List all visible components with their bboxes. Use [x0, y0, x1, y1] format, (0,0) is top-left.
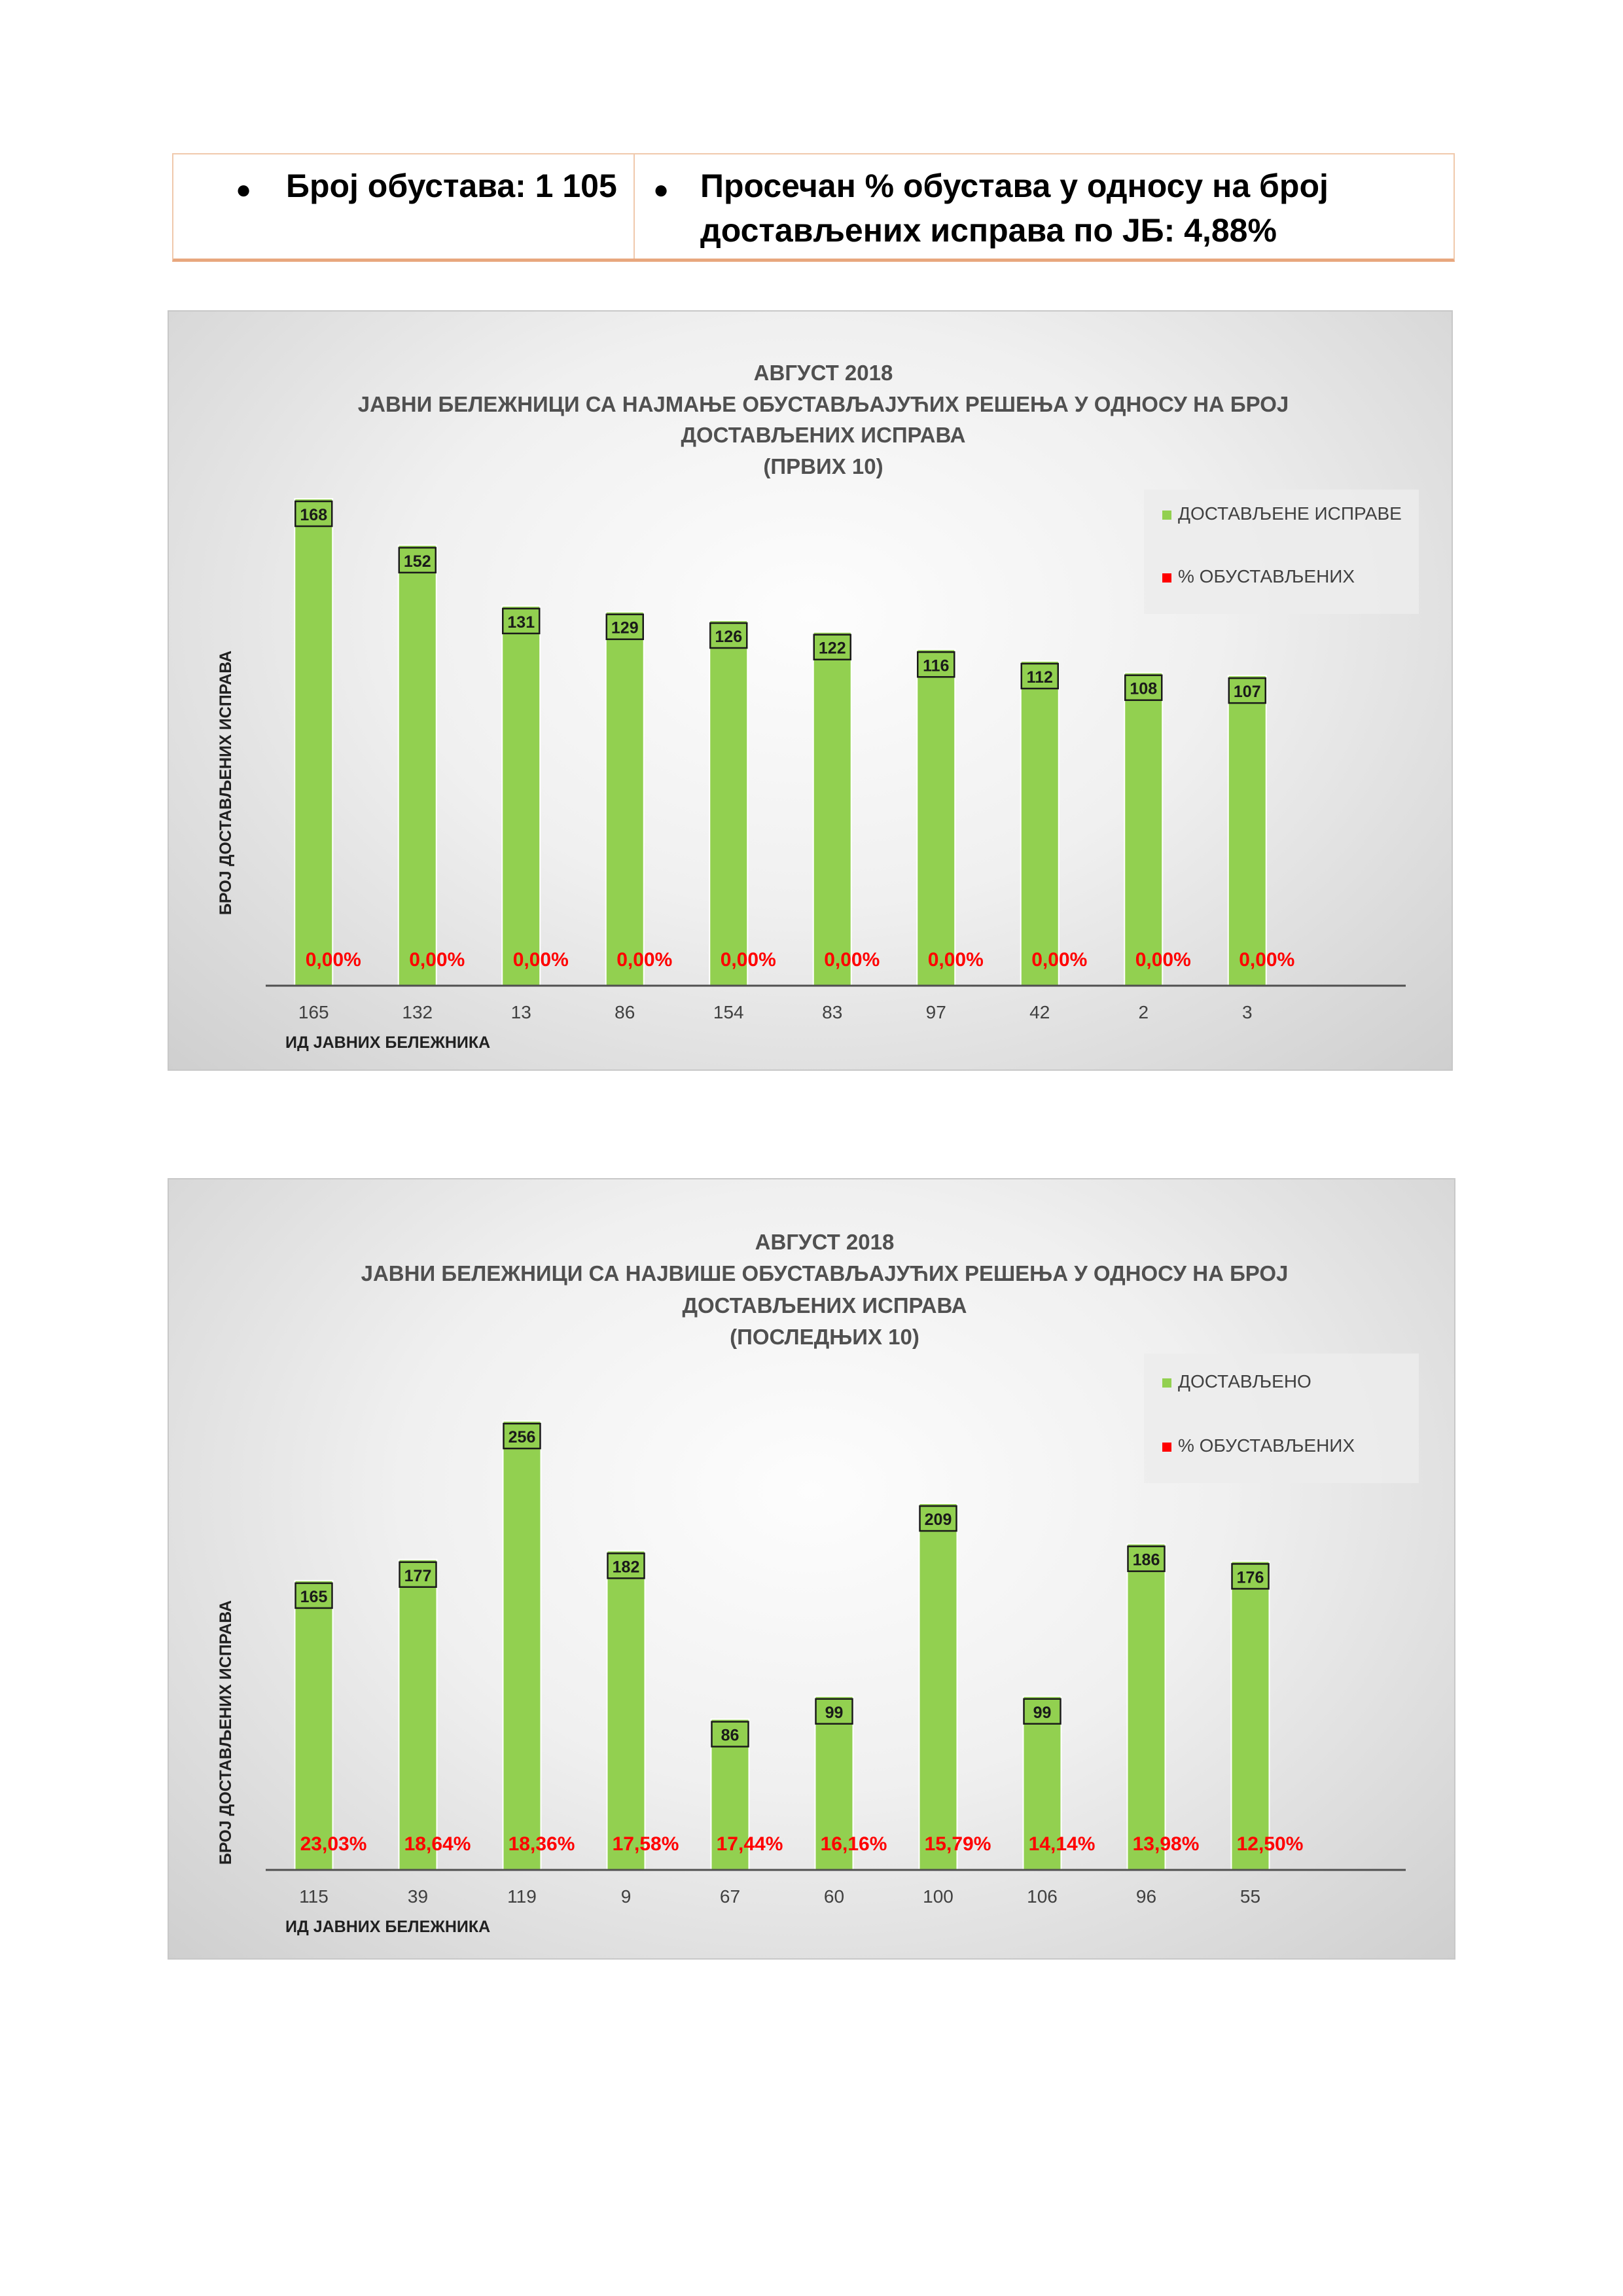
- percent-label: 13,98%: [1132, 1833, 1200, 1855]
- bar: [294, 499, 332, 986]
- data-label: 129: [611, 619, 639, 637]
- bar: [399, 545, 437, 986]
- chart-title-line: ЈАВНИ БЕЛЕЖНИЦИ СА НАЈВИШЕ ОБУСТАВЉАЈУЋИХ РЕШЕЊА У ОДНОСУ НА БРОЈ: [361, 1261, 1289, 1285]
- data-label: 182: [612, 1558, 640, 1577]
- legend-swatch: [1162, 573, 1171, 583]
- chart-title-line: ЈАВНИ БЕЛЕЖНИЦИ СА НАЈМАЊЕ ОБУСТАВЉАЈУЋИХ РЕШЕЊА У ОДНОСУ НА БРОЈ: [357, 392, 1289, 416]
- data-label: 86: [721, 1726, 740, 1745]
- x-tick-label: 97: [925, 1002, 946, 1022]
- x-axis-title: ИД ЈАВНИХ БЕЛЕЖНИКА: [285, 1918, 491, 1936]
- legend-swatch: [1162, 1443, 1171, 1452]
- chart-title-line: (ПРВИХ 10): [763, 454, 883, 478]
- bar: [607, 1551, 645, 1870]
- legend-label: ДОСТАВЉЕНО: [1178, 1371, 1311, 1391]
- percent-label: 14,14%: [1028, 1833, 1096, 1855]
- x-tick-label: 67: [719, 1886, 741, 1907]
- x-tick-label: 13: [510, 1002, 531, 1022]
- percent-label: 0,00%: [720, 949, 776, 971]
- percent-label: 0,00%: [409, 949, 465, 971]
- chart-svg: [169, 1179, 1457, 1961]
- x-tick-label: 165: [298, 1002, 329, 1022]
- bullet-icon: ●: [653, 175, 669, 204]
- bar: [709, 620, 747, 986]
- x-tick-label: 106: [1027, 1886, 1058, 1907]
- data-label: 209: [924, 1511, 952, 1530]
- data-label: 99: [825, 1703, 844, 1722]
- percent-label: 0,00%: [305, 949, 361, 971]
- data-label: 177: [404, 1566, 432, 1585]
- data-label: 186: [1132, 1551, 1160, 1570]
- bar: [1232, 1561, 1270, 1870]
- x-tick-label: 132: [402, 1002, 433, 1022]
- bar: [503, 1421, 541, 1870]
- chart-title-line: АВГУСТ 2018: [755, 1230, 895, 1254]
- data-label: 256: [508, 1428, 536, 1447]
- bar: [1124, 673, 1162, 986]
- bar: [606, 612, 644, 986]
- data-label: 165: [300, 1587, 328, 1606]
- bar: [1228, 675, 1266, 986]
- chart-least-suspensions: [168, 310, 1453, 1071]
- legend-label: % ОБУСТАВЉЕНИХ: [1178, 1435, 1355, 1456]
- data-label: 126: [715, 628, 743, 646]
- percent-label: 17,58%: [612, 1833, 679, 1855]
- percent-label: 0,00%: [512, 949, 569, 971]
- legend-label: ДОСТАВЉЕНЕ ИСПРАВЕ: [1178, 503, 1402, 524]
- x-tick-label: 96: [1135, 1886, 1157, 1907]
- data-label: 99: [1033, 1703, 1052, 1722]
- data-label: 176: [1236, 1568, 1264, 1587]
- legend-label: % ОБУСТАВЉЕНИХ: [1178, 566, 1355, 586]
- y-axis-title: БРОЈ ДОСТАВЉЕНИХ ИСПРАВА: [217, 650, 235, 916]
- percent-label: 0,00%: [616, 949, 673, 971]
- data-label: 112: [1026, 668, 1053, 687]
- x-tick-label: 42: [1029, 1002, 1050, 1022]
- x-tick-label: 3: [1241, 1002, 1253, 1022]
- bar: [917, 649, 955, 986]
- data-label: 131: [507, 613, 535, 632]
- bar: [399, 1560, 437, 1870]
- x-tick-label: 55: [1240, 1886, 1261, 1907]
- bar: [295, 1581, 333, 1870]
- x-tick-label: 39: [407, 1886, 429, 1907]
- x-tick-label: 100: [923, 1886, 954, 1907]
- bar: [502, 606, 540, 986]
- x-tick-label: 115: [299, 1886, 329, 1907]
- bar: [813, 632, 851, 986]
- x-tick-label: 83: [822, 1002, 843, 1022]
- chart-title-line: ДОСТАВЉЕНИХ ИСПРАВА: [682, 1293, 967, 1318]
- x-tick-label: 9: [620, 1886, 632, 1907]
- x-axis-title: ИД ЈАВНИХ БЕЛЕЖНИКА: [285, 1033, 491, 1052]
- percent-label: 18,36%: [508, 1833, 575, 1855]
- x-tick-label: 154: [713, 1002, 744, 1022]
- percent-label: 0,00%: [1239, 949, 1295, 971]
- chart-svg: [169, 312, 1454, 1072]
- percent-label: 16,16%: [820, 1833, 887, 1855]
- data-label: 108: [1130, 679, 1158, 698]
- summary-count-text: Број обустава: 1 105: [286, 168, 617, 204]
- percent-label: 12,50%: [1236, 1833, 1304, 1855]
- data-label: 116: [923, 656, 950, 675]
- chart-most-suspensions: [168, 1178, 1455, 1960]
- percent-label: 17,44%: [716, 1833, 783, 1855]
- data-label: 107: [1233, 683, 1261, 702]
- chart-title-line: ДОСТАВЉЕНИХ ИСПРАВА: [681, 423, 966, 447]
- data-label: 122: [818, 639, 846, 658]
- bullet-icon: ●: [236, 175, 252, 204]
- x-tick-label: 119: [507, 1886, 537, 1907]
- percent-label: 0,00%: [1135, 949, 1191, 971]
- chart-title-line: АВГУСТ 2018: [753, 361, 893, 385]
- percent-label: 18,64%: [404, 1833, 471, 1855]
- summary-average-text: Просечан % обустава у односу на број достављених исправа по ЈБ: 4,88%: [700, 168, 1329, 249]
- bar: [1128, 1544, 1166, 1870]
- bar: [919, 1503, 957, 1870]
- percent-label: 23,03%: [300, 1833, 367, 1855]
- x-tick-label: 60: [823, 1886, 845, 1907]
- percent-label: 0,00%: [1031, 949, 1088, 971]
- chart-title-line: (ПОСЛЕДЊИХ 10): [730, 1325, 919, 1349]
- data-label: 152: [403, 552, 431, 571]
- percent-label: 0,00%: [824, 949, 880, 971]
- summary-cell-average: [635, 154, 1454, 259]
- percent-label: 15,79%: [924, 1833, 991, 1855]
- summary-table: [172, 153, 1455, 262]
- bar: [1021, 661, 1059, 986]
- legend-swatch: [1162, 1378, 1171, 1388]
- data-label: 168: [300, 506, 328, 524]
- percent-label: 0,00%: [927, 949, 984, 971]
- x-tick-label: 2: [1138, 1002, 1149, 1022]
- x-tick-label: 86: [615, 1002, 635, 1022]
- y-axis-title: БРОЈ ДОСТАВЉЕНИХ ИСПРАВА: [217, 1600, 235, 1865]
- legend-swatch: [1162, 511, 1171, 520]
- summary-cell-count: [173, 154, 635, 259]
